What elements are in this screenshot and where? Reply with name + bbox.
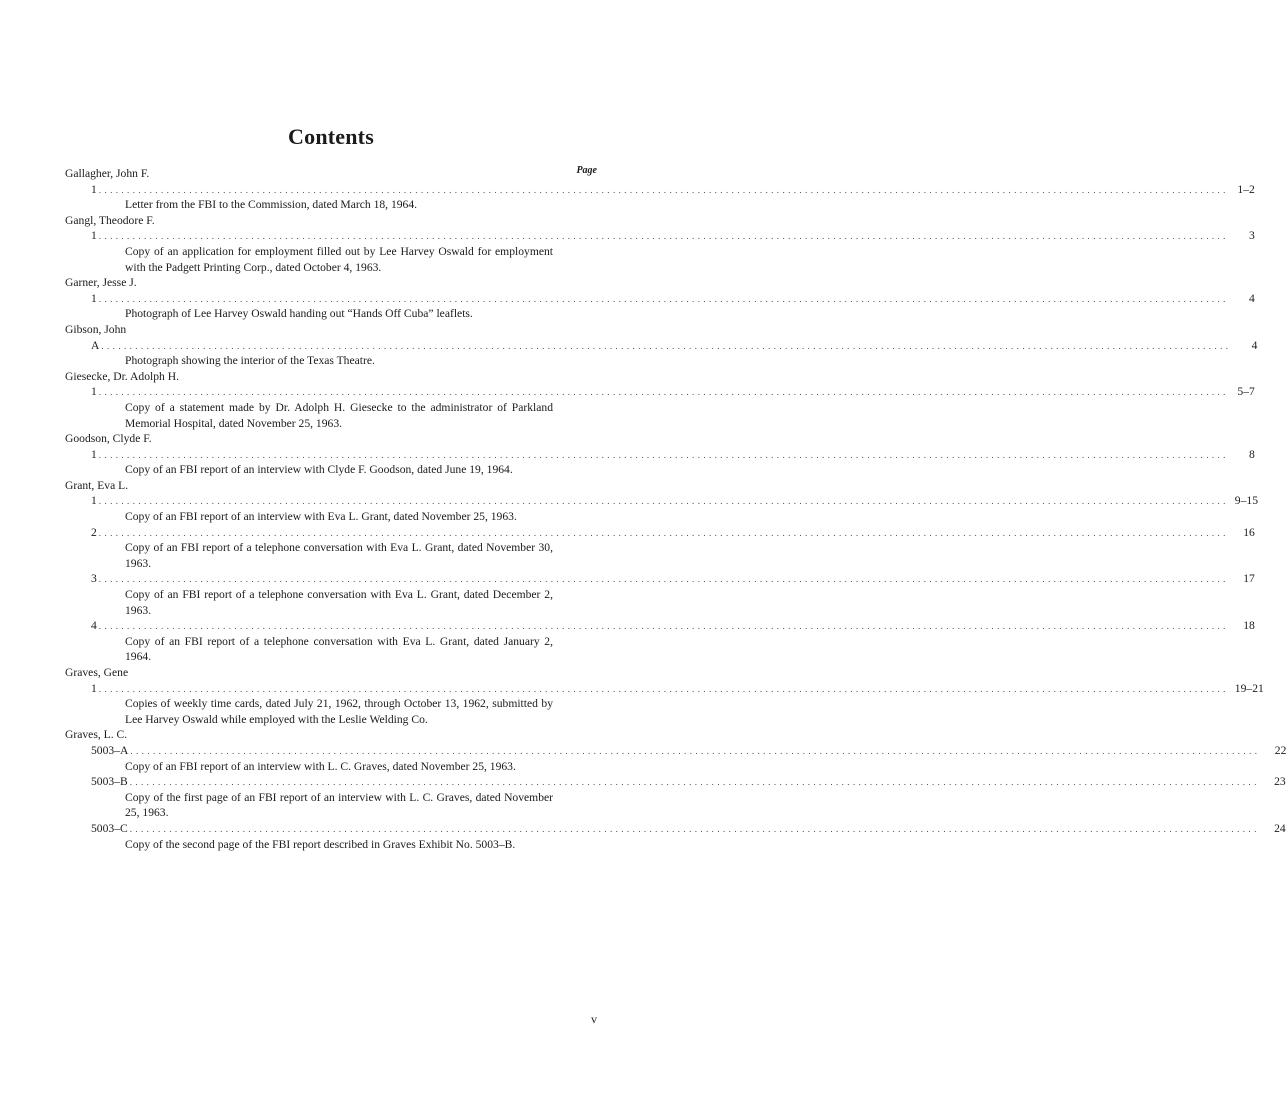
exhibit-number: 5003–A	[91, 743, 129, 757]
witness-name: Goodson, Clyde F.	[65, 432, 152, 446]
contents-entry	[65, 166, 1255, 213]
exhibit-row	[91, 228, 1255, 244]
exhibit-number: 1	[91, 447, 97, 461]
page-column-label: Page	[576, 165, 597, 176]
exhibit-description: Copy of the first page of an FBI report of an interview with L. C. Graves, dated November 25, 1963.	[125, 790, 553, 820]
page-title: Contents	[288, 124, 374, 149]
exhibit-row	[91, 743, 1286, 759]
contents-entry	[65, 478, 1258, 665]
exhibit-number: 1	[91, 385, 97, 399]
exhibit-description: Copy of an FBI report of a telephone conversation with Eva L. Grant, dated November 30, 1963.	[125, 541, 553, 570]
page-range: 19–21	[1234, 681, 1264, 695]
dot-leader: ........................................................................................................................................................................................................	[98, 527, 1229, 538]
dot-leader: ........................................................................................................................................................................................................	[98, 496, 1229, 507]
exhibit-description: Copy of an FBI report of an interview with Eva L. Grant, dated November 25, 1963.	[125, 510, 517, 524]
exhibit-row	[91, 338, 1258, 354]
contents-entry	[65, 369, 1255, 431]
exhibit-number: 1	[91, 229, 97, 243]
exhibit-description: Copy of an FBI report of a telephone conversation with Eva L. Grant, dated January 2, 1964.	[125, 634, 553, 664]
witness-name: Giesecke, Dr. Adolph H.	[65, 369, 179, 383]
contents-entry	[65, 213, 1255, 275]
page-range: 16	[1243, 525, 1255, 539]
exhibit-number: 1	[91, 494, 97, 508]
dot-leader: ........................................................................................................................................................................................................	[130, 745, 1261, 756]
page-range: 18	[1243, 619, 1255, 633]
witness-name: Graves, L. C.	[65, 728, 128, 742]
exhibit-description: Copy of an FBI report of a telephone conversation with Eva L. Grant, dated December 2, 1963.	[125, 588, 553, 617]
page-range: 5–7	[1237, 385, 1255, 399]
exhibit-number: 1	[91, 681, 97, 695]
page-range: 24	[1274, 821, 1286, 835]
exhibit-description: Photograph showing the interior of the Texas Theatre.	[125, 354, 375, 368]
exhibit-description: Copy of a statement made by Dr. Adolph H. Giesecke to the administrator of Parkland Memorial Hospital, dated November 25, 1963.	[125, 400, 553, 430]
exhibit-description: Copy of an application for employment filled out by Lee Harvey Oswald for employment with the Padgett Printing Corp., dated October 4, 1963.	[125, 244, 553, 274]
exhibit-number: 5003–B	[91, 775, 128, 789]
witness-name: Grant, Eva L.	[65, 478, 129, 492]
dot-leader: ........................................................................................................................................................................................................	[129, 777, 1260, 788]
page-range: 8	[1249, 447, 1255, 461]
exhibit-row	[91, 182, 1255, 198]
exhibit-row	[91, 384, 1255, 400]
exhibit-row	[91, 774, 1286, 790]
exhibit-row	[91, 525, 1255, 541]
exhibit-number: 4	[91, 619, 97, 633]
exhibit-number: A	[91, 338, 100, 352]
contents-entry	[65, 322, 1258, 369]
page-range: 9–15	[1234, 494, 1258, 508]
dot-leader: ........................................................................................................................................................................................................	[98, 387, 1229, 398]
exhibit-number: 2	[91, 525, 97, 539]
page-range: 22	[1274, 743, 1286, 757]
page-range: 3	[1249, 229, 1255, 243]
exhibit-row	[91, 571, 1255, 587]
contents-entry	[65, 665, 1264, 727]
contents-entry	[65, 727, 1286, 852]
exhibit-row	[91, 493, 1258, 509]
dot-leader: ........................................................................................................................................................................................................	[98, 621, 1229, 632]
witness-name: Gibson, John	[65, 322, 127, 336]
exhibit-number: 5003–C	[91, 821, 128, 835]
witness-name: Garner, Jesse J.	[65, 276, 137, 290]
page-range: 23	[1274, 775, 1286, 789]
exhibit-description: Letter from the FBI to the Commission, dated March 18, 1964.	[125, 198, 418, 212]
contents-list	[65, 166, 1286, 852]
exhibit-row	[91, 821, 1286, 837]
exhibit-row	[91, 291, 1255, 307]
dot-leader: ........................................................................................................................................................................................................	[98, 184, 1229, 195]
dot-leader: ........................................................................................................................................................................................................	[98, 231, 1229, 242]
exhibit-description: Photograph of Lee Harvey Oswald handing out “Hands Off Cuba” leaflets.	[125, 307, 473, 321]
dot-leader: ........................................................................................................................................................................................................	[98, 449, 1229, 460]
dot-leader: ........................................................................................................................................................................................................	[98, 293, 1229, 304]
exhibit-row	[91, 447, 1255, 463]
exhibit-row	[91, 618, 1255, 634]
exhibit-description: Copy of an FBI report of an interview with L. C. Graves, dated November 25, 1963.	[125, 759, 516, 773]
dot-leader: ........................................................................................................................................................................................................	[98, 683, 1229, 694]
exhibit-description: Copy of an FBI report of an interview with Clyde F. Goodson, dated June 19, 1964.	[125, 463, 513, 477]
dot-leader: ........................................................................................................................................................................................................	[101, 340, 1232, 351]
dot-leader: ........................................................................................................................................................................................................	[98, 574, 1229, 585]
page-range: 1–2	[1237, 182, 1255, 196]
dot-leader: ........................................................................................................................................................................................................	[129, 823, 1260, 834]
page-range: 4	[1251, 338, 1258, 352]
witness-name: Gangl, Theodore F.	[65, 213, 155, 227]
exhibit-description: Copy of the second page of the FBI report described in Graves Exhibit No. 5003–B.	[125, 837, 516, 851]
contents-entry	[65, 431, 1255, 478]
page-range: 17	[1243, 572, 1255, 586]
page-range: 4	[1249, 291, 1255, 305]
witness-name: Gallagher, John F.	[65, 167, 150, 180]
exhibit-row	[91, 681, 1264, 697]
exhibit-description: Copies of weekly time cards, dated July 21, 1962, through October 13, 1962, submitted by Lee Harvey Oswald while employed with the Leslie Welding Co.	[125, 697, 553, 726]
page-folio: v	[591, 1012, 597, 1026]
witness-name: Graves, Gene	[65, 666, 129, 679]
contents-entry	[65, 275, 1255, 322]
exhibit-number: 3	[91, 572, 97, 586]
exhibit-number: 1	[91, 182, 97, 196]
exhibit-number: 1	[91, 291, 97, 305]
